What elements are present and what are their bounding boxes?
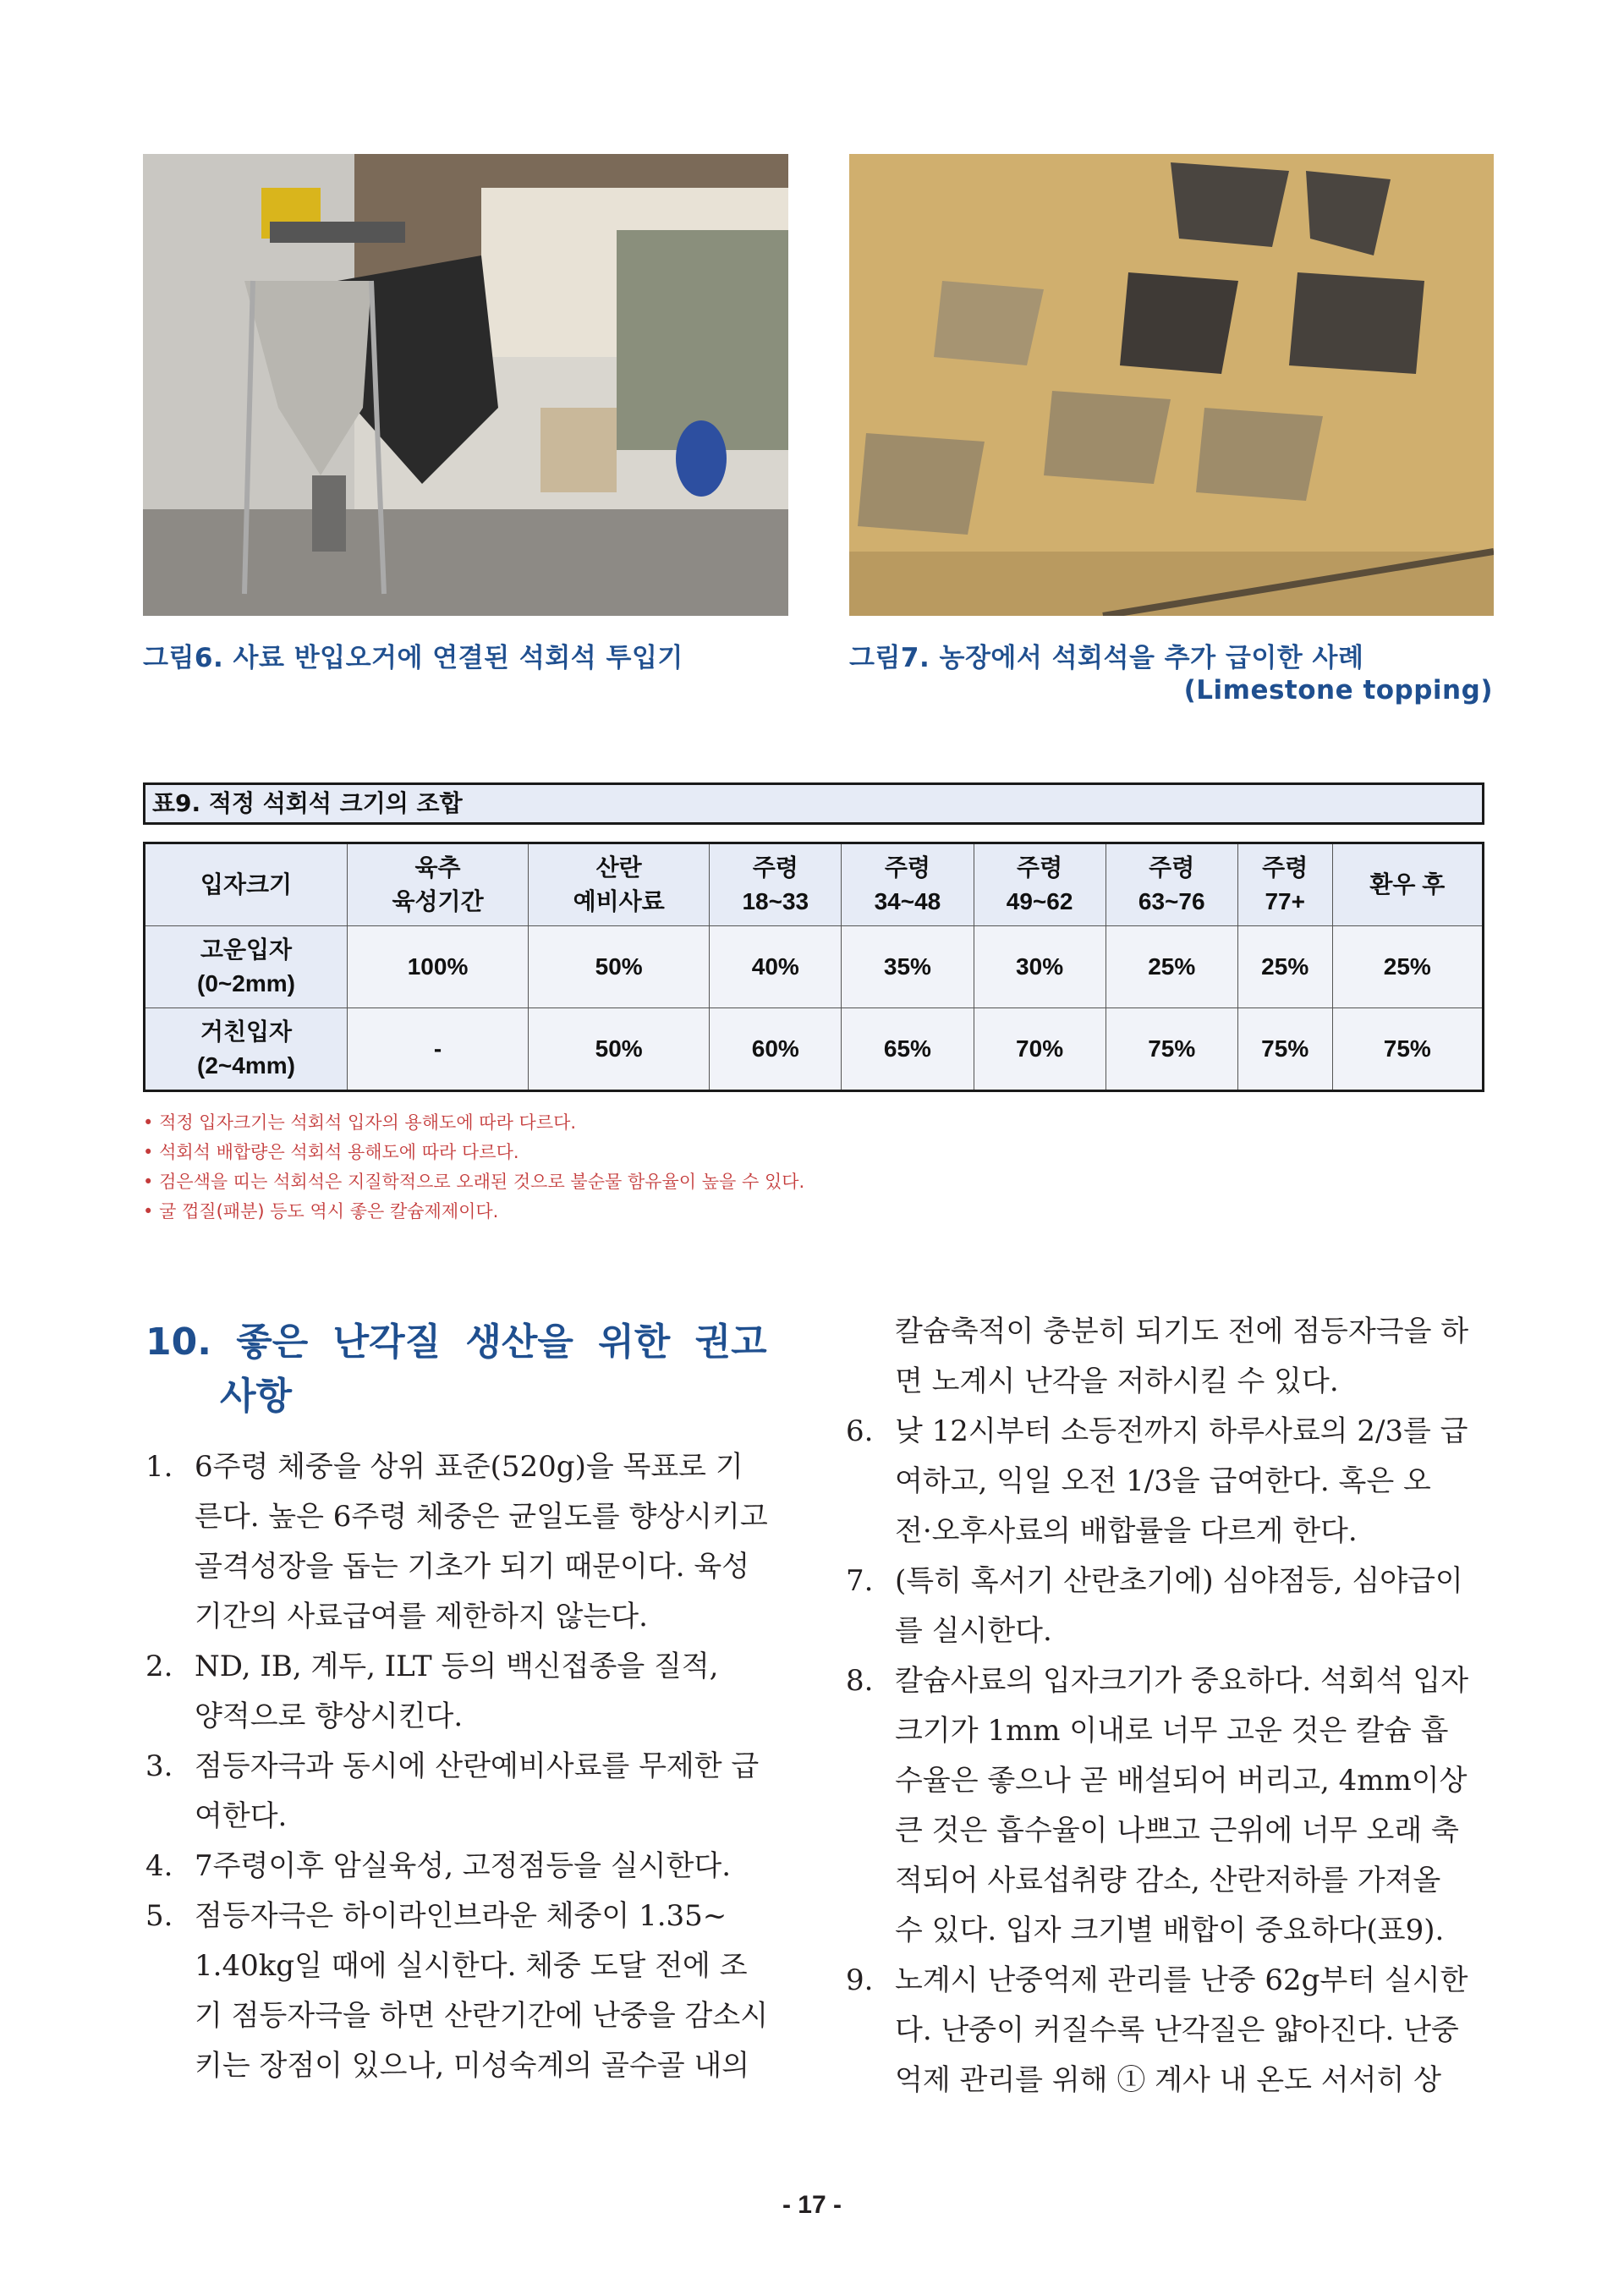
header-week-63-76: 주령 63~76 bbox=[1106, 843, 1237, 926]
left-column bbox=[145, 1442, 788, 2091]
table-cell: 30% bbox=[974, 926, 1106, 1008]
table-cell: 35% bbox=[842, 926, 974, 1008]
table-cell: 25% bbox=[1106, 926, 1237, 1008]
list-item: 5. 점등자극은 하이라인브라운 체중이 1.35~ 1.40kg일 때에 실시한다. 체중 도달 전에 조 기 점등자극을 하면 산란기간에 난중을 감소시 키는 장점이 있으나, 미성숙계의 골수골 내의 bbox=[145, 1899, 769, 2083]
row-label-fine: 고운입자 (0~2mm) bbox=[145, 926, 348, 1008]
list-item: 8. 칼슘사료의 입자크기가 중요하다. 석회석 입자 크기가 1mm 이내로 너무 고운 것은 칼슘 흡 수율은 좋으나 곧 배설되어 버리고, 4mm이상 큰 것은 흡수율이 나쁘고 근위에 너무 오래 축 적되어 사료섭취량 감소, 산란저하를 가져올 수 있다. 입자 크기별 배합이 중요하다(표9). bbox=[846, 1664, 1469, 1947]
figure7-photo bbox=[849, 154, 1494, 616]
table-cell: 50% bbox=[529, 1008, 710, 1091]
table-cell: 75% bbox=[1237, 1008, 1332, 1091]
table-cell: 75% bbox=[1106, 1008, 1237, 1091]
list-item: 1. 6주령 체중을 상위 표준(520g)을 목표로 기 른다. 높은 6주령 체중은 균일도를 향상시키고 골격성장을 돕는 기초가 되기 때문이다. 육성 기간의 사료급여를 제한하지 않는다. bbox=[145, 1450, 768, 1633]
header-particle-size: 입자크기 bbox=[145, 843, 348, 926]
header-week-18-33: 주령 18~33 bbox=[710, 843, 842, 926]
figure6-caption: 그림6. 사료 반입오거에 연결된 석회석 투입기 bbox=[143, 643, 683, 673]
limestone-size-table bbox=[143, 842, 1484, 1092]
figure6-photo bbox=[143, 154, 788, 616]
table-cell: 100% bbox=[348, 926, 529, 1008]
table-row bbox=[145, 926, 1484, 1008]
table-cell: 25% bbox=[1332, 926, 1483, 1008]
header-week-34-48: 주령 34~48 bbox=[842, 843, 974, 926]
right-column bbox=[846, 1307, 1489, 2106]
table-cell: - bbox=[348, 1008, 529, 1091]
header-week-49-62: 주령 49~62 bbox=[974, 843, 1106, 926]
note-item: • 석회석 배합량은 석회석 용해도에 따라 다르다. bbox=[143, 1138, 804, 1167]
list-item: 9. 노계시 난중억제 관리를 난중 62g부터 실시한 다. 난중이 커질수록 난각질은 얇아진다. 난중 억제 관리를 위해 ① 계사 내 온도 서서히 상 bbox=[846, 1963, 1468, 2097]
table-title: 표9. 적정 석회석 크기의 조합 bbox=[143, 782, 1484, 825]
table-cell: 50% bbox=[529, 926, 710, 1008]
figure7-caption: 그림7. 농장에서 석회석을 추가 급이한 사례 bbox=[849, 643, 1364, 673]
figure7-caption-sub: (Limestone topping) bbox=[1183, 675, 1493, 706]
header-rearing: 육추 육성기간 bbox=[348, 843, 529, 926]
list-item: 2. ND, IB, 계두, ILT 등의 백신접종을 질적, 양적으로 향상시킨다. bbox=[145, 1650, 719, 1733]
table-cell: 65% bbox=[842, 1008, 974, 1091]
header-week-77-plus: 주령 77+ bbox=[1237, 843, 1332, 926]
header-post-molt: 환우 후 bbox=[1332, 843, 1483, 926]
table-cell: 70% bbox=[974, 1008, 1106, 1091]
page-number: - 17 - bbox=[782, 2191, 842, 2219]
list-item: 7. (특히 혹서기 산란초기에) 심야점등, 심야급이 를 실시한다. bbox=[846, 1564, 1463, 1648]
list-item-continuation: 칼슘축적이 충분히 되기도 전에 점등자극을 하 면 노계시 난각을 저하시킬 수 있다. bbox=[895, 1315, 1469, 1398]
table-row bbox=[145, 1008, 1484, 1091]
note-item: • 굴 껍질(패분) 등도 역시 좋은 칼슘제제이다. bbox=[143, 1197, 804, 1227]
note-item: • 적정 입자크기는 석회석 입자의 용해도에 따라 다르다. bbox=[143, 1108, 804, 1138]
table-header-row bbox=[145, 843, 1484, 926]
note-item: • 검은색을 띠는 석회석은 지질학적으로 오래된 것으로 불순물 함유율이 높을 수 있다. bbox=[143, 1167, 804, 1197]
table-cell: 75% bbox=[1332, 1008, 1483, 1091]
list-item: 6. 낮 12시부터 소등전까지 하루사료의 2/3를 급 여하고, 익일 오전 1/3을 급여한다. 혹은 오 전·오후사료의 배합률을 다르게 한다. bbox=[846, 1414, 1468, 1548]
table-cell: 60% bbox=[710, 1008, 842, 1091]
row-label-coarse: 거친입자 (2~4mm) bbox=[145, 1008, 348, 1091]
section-heading: 10. 좋은 난각질 생산을 위한 권고 사항 bbox=[145, 1320, 767, 1418]
table-cell: 40% bbox=[710, 926, 842, 1008]
table-notes bbox=[143, 1108, 804, 1227]
list-item: 4. 7주령이후 암실육성, 고정점등을 실시한다. bbox=[145, 1849, 732, 1883]
table-cell: 25% bbox=[1237, 926, 1332, 1008]
header-prelay: 산란 예비사료 bbox=[529, 843, 710, 926]
list-item: 3. 점등자극과 동시에 산란예비사료를 무제한 급 여한다. bbox=[145, 1749, 760, 1833]
